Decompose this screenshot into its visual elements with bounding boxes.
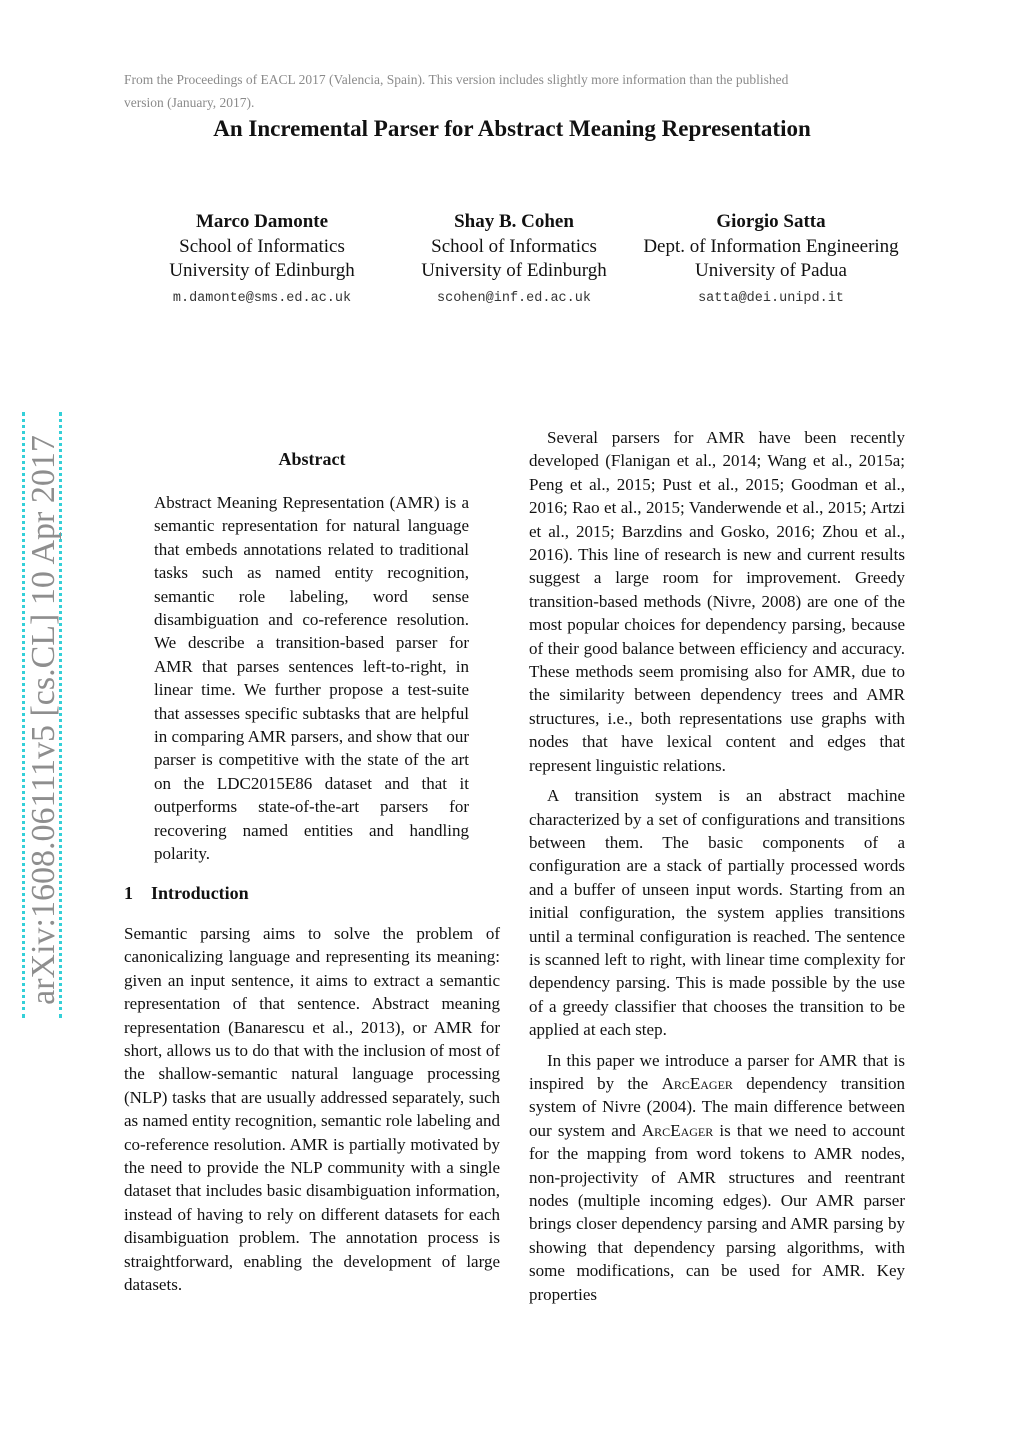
right-column xyxy=(529,426,905,1306)
author-name: Shay B. Cohen xyxy=(454,211,574,232)
author-name: Marco Damonte xyxy=(195,211,329,232)
paragraph: Several parsers for AMR have been recently developed (Flanigan et al., 2014; Wang et al., 2015a; Peng et al., 2015; Pust et al., 2015; Goodman et al., 2016; Rao et al., 2015; Vanderwende et al., 2015; Artzi et al., 2015; Barzdins and Gosko, 2016; Zhou et al., 2016). This line of research is new and current results suggest a large room for improvement. Greedy transition-based methods (Nivre, 2008) are one of the most popular choices for dependency parsing, because of their good balance between efficiency and accuracy. These methods seem promising also for AMR, due to the similarity between dependency trees and AMR structures, i.e., both representations use graphs with nodes that have lexical content and edges that represent linguistic relations. xyxy=(529,428,905,775)
arxiv-stamp[interactable]: arXiv:1608.06111v5 [cs.CL] 10 Apr 2017 xyxy=(25,435,62,1005)
abstract-paragraph: Abstract Meaning Representation (AMR) is a semantic representation for natural language that embeds annotations related to traditional tasks such as named entity recognition, semantic role labeling, word sense disambiguation and co-reference resolution. We describe a transition-based parser for AMR that parses sentences left-to-right, in linear time. We further propose a test-suite that assesses specific subtasks that are helpful in comparing AMR parsers, and show that our parser is competitive with the state of the art on the LDC2015E86 dataset and that it outperforms state-of-the-art parsers for recovering named entities and handling polarity. xyxy=(154,493,469,864)
author-email[interactable]: scohen@inf.ed.ac.uk xyxy=(437,290,591,306)
author-name: Giorgio Satta xyxy=(716,211,826,232)
author-block xyxy=(140,210,384,310)
header-note: From the Proceedings of EACL 2017 (Valencia, Spain). This version includes slightly more information than the published version (January, 2017). xyxy=(124,72,789,110)
author-dept: School of Informatics xyxy=(431,235,597,257)
arceager-term: ArcEager xyxy=(641,1120,714,1140)
paper-title: An Incremental Parser for Abstract Meaning Representation xyxy=(213,116,811,141)
paragraph: A transition system is an abstract machine characterized by a set of configurations and transitions between them. The basic components of a configuration are a stack of partially processed words and a buffer of unseen input words. Starting from an initial configuration, the system applies transitions until a terminal configuration is reached. The sentence is scanned left to right, with linear time complexity for dependency parsing. This is made possible by the use of a greedy classifier that chooses the transition to be applied at each step. xyxy=(529,786,905,1040)
intro-paragraph: Semantic parsing aims to solve the problem of canonicalizing language and representing its meaning: given an input sentence, it aims to extract a semantic representation of that sentence. Abstract meaning representation (Banarescu et al., 2013), or AMR for short, allows us to do that with the inclusion of most of the shallow-semantic natural language processing (NLP) tasks that are usually addressed separately, such as named entity recognition, semantic role labeling and co-reference resolution. AMR is partially motivated by the need to provide the NLP community with a single dataset that includes basic disambiguation information, instead of having to rely on different datasets for each disambiguation problem. The annotation process is straightforward, enabling the development of large datasets. xyxy=(124,924,500,1295)
arceager-term: ArcEager xyxy=(661,1073,733,1093)
author-univ: University of Edinburgh xyxy=(169,260,355,281)
abstract-heading: Abstract xyxy=(278,449,346,469)
intro-text xyxy=(124,922,500,1297)
author-block xyxy=(396,210,632,310)
author-univ: University of Padua xyxy=(695,260,847,281)
abstract-text xyxy=(154,491,469,866)
author-dept: School of Informatics xyxy=(179,235,345,257)
author-block xyxy=(626,210,916,310)
section-number: 1 xyxy=(124,883,133,903)
paragraph xyxy=(529,1049,905,1306)
author-univ: University of Edinburgh xyxy=(421,260,607,281)
author-email[interactable]: satta@dei.unipd.it xyxy=(698,290,844,306)
text-run: In this paper we introduce a parser for AMR that is inspired by the xyxy=(529,1050,905,1093)
section-title: Introduction xyxy=(151,883,249,903)
author-email[interactable]: m.damonte@sms.ed.ac.uk xyxy=(172,290,352,306)
section-heading xyxy=(124,883,249,904)
author-dept: Dept. of Information Engineering xyxy=(643,235,899,257)
text-run: dependency transition system of Nivre (2004). The main difference between our system and xyxy=(529,1073,905,1140)
text-run: is that we need to account for the mapping from word tokens to AMR nodes, non-projectivity of AMR structures and reentrant nodes (multiple incoming edges). Our AMR parser brings closer dependency parsing and AMR parsing by showing that dependency parsing algorithms, with some modifications, can be used for AMR. Key properties xyxy=(529,1120,906,1304)
